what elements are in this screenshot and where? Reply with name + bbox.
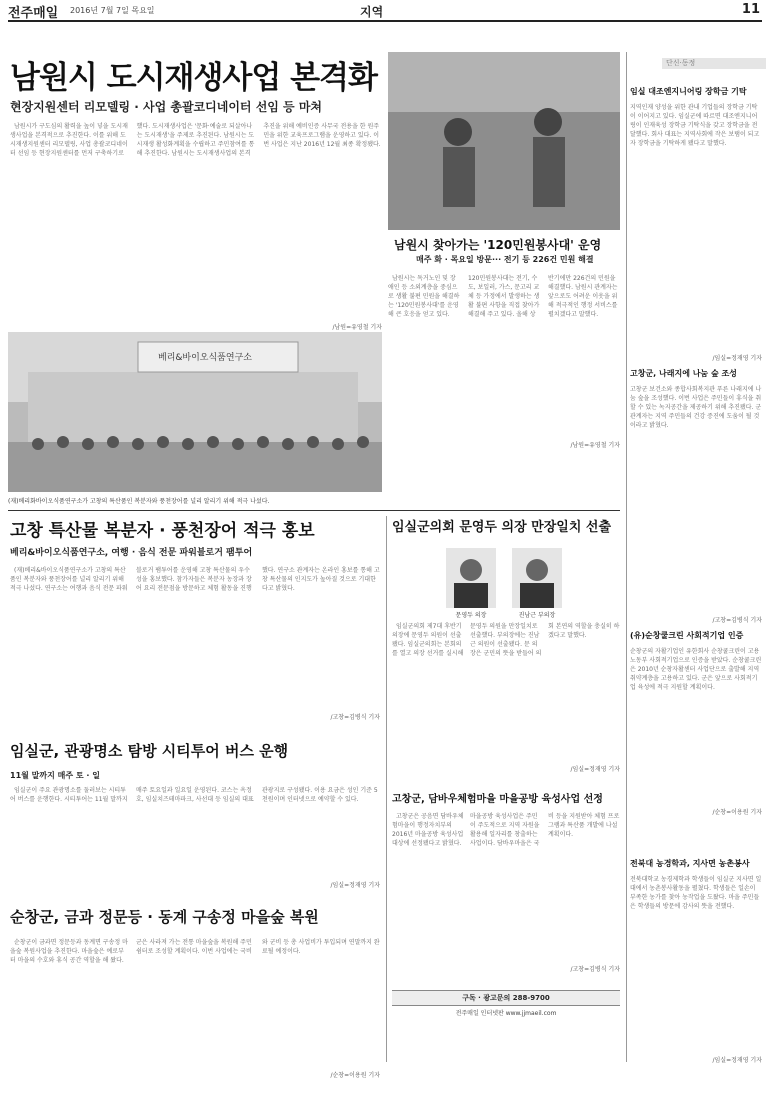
section-rule [8, 510, 620, 511]
sidebar-item [630, 630, 762, 816]
sidebar-item-title: 전북대 농경학과, 지사면 농촌봉사 [630, 859, 750, 868]
vice-chairman-portrait [512, 548, 562, 608]
service-subhead: 매주 화 · 목요일 방문··· 전기 등 226건 민원 해결 [416, 255, 594, 264]
service-body-text: 남원시는 독거노인 및 장애인 등 소외계층을 중심으로 생활 불편 민원을 해결하는 '120민원봉사대'를 운영해 큰 호응을 얻고 있다. 120민원봉사대는 전기, 수도, 보일러, 가스, 문고리 교체 등 가정에서 발생하는 생활 불편 사항을 직접 찾아가 해결해 주고 있다. 올해 상반기에만 226건의 민원을 해결했다. 남원시 관계자는 앞으로도 어려운 이웃을 위해 적극적인 행정 서비스를 펼치겠다고 말했다. [388, 275, 618, 318]
main-body [10, 122, 382, 322]
sidebar-item [630, 86, 762, 362]
sidebar-item-byline: /임실=정재영 기자 [712, 355, 762, 362]
sidebar-tag: 단신·동정 [662, 58, 766, 69]
gochang2-headline: 고창군, 담바우체험마을 마을공방 육성사업 선정 [392, 794, 603, 805]
chairman-caption: 문영두 의장 [455, 612, 487, 619]
site-url: 전주매일 인터넷판 www.jjmaeil.com [455, 1010, 557, 1017]
paper-name: 전주매일 [8, 6, 59, 21]
page-number: 11 [741, 2, 760, 17]
vice-chairman-caption: 진남근 부의장 [518, 612, 556, 619]
sidebar-item-byline: /순창=이용원 기자 [712, 809, 762, 816]
sidebar-item-body: 전북대학교 농경제학과 학생들이 임실군 지사면 일대에서 농촌봉사활동을 펼쳤다. 학생들은 일손이 부족한 농가를 찾아 농작업을 도왔다. 마을 주민들은 학생들의 방문에 감사의 뜻을 전했다. [630, 876, 762, 910]
sidebar-item-body: 고창군 보건소와 종합사회복지관 푸른 나래지에 나눔 숲을 조성했다. 이번 사업은 주민들이 휴식을 취할 수 있는 녹지공간을 제공하기 위해 추진됐다. 군 관계자는 지역 주민들의 건강 증진에 도움이 될 것이라고 밝혔다. [630, 386, 762, 429]
service-body [388, 274, 620, 440]
photo-sign-text: 베리&바이오식품연구소 [158, 353, 252, 363]
masthead-bar [8, 0, 762, 22]
gochang-body [10, 566, 380, 712]
service-team-image [388, 52, 620, 230]
citytour-body-text: 임실군이 주요 관광명소를 둘러보는 시티투어 버스를 운행한다. 시티투어는 11월 말까지 매주 토요일과 일요일 운영된다. 코스는 옥정호, 임실치즈테마파크, 사선대 등 임실의 대표 관광지로 구성됐다. 이용 요금은 성인 기준 5천원이며 인터넷으로 예약할 수 있다. [10, 787, 378, 803]
subscription-ad: 구독 · 광고문의 288-9700 [392, 990, 620, 1006]
issue-date: 2016년 7월 7일 목요일 [70, 6, 155, 15]
citytour-byline: /임실=정재영 기자 [330, 882, 380, 889]
sidebar-item-title: (유)순창쿨크린 사회적기업 인증 [630, 631, 744, 640]
section-name: 지역 [360, 5, 384, 19]
citytour-headline: 임실군, 관광명소 탐방 시티투어 버스 운행 [10, 742, 289, 760]
service-headline: 남원시 찾아가는 '120민원봉사대' 운영 [394, 238, 602, 252]
sidebar-item-title: 임실 대조엔지니어링 장학금 기탁 [630, 87, 747, 96]
column-divider [386, 516, 387, 1062]
sunchang-byline: /순창=이용원 기자 [330, 1072, 380, 1079]
sidebar-item [630, 858, 762, 1064]
research-center-group-photo [8, 332, 382, 492]
main-byline: /남원=유영철 기자 [332, 324, 382, 331]
citytour-body [10, 786, 380, 886]
citytour-subhead: 11월 말까지 매주 토 · 일 [10, 771, 100, 780]
main-subhead: 현장지원센터 리모델링 · 사업 총괄코디네이터 선임 등 마쳐 [10, 100, 323, 114]
gochang-body-text: (재)베리&바이오식품연구소가 고창의 특산품인 복분자와 풍천장어를 널리 알리기 위해 적극 나섰다. 연구소는 여행과 음식 전문 파워블로거 팸투어를 운영해 고창 특산물의 우수성을 홍보했다. 참가자들은 복분자 농장과 장어 요리 전문점을 방문하고 체험 활동을 진행했다. 연구소 관계자는 온라인 홍보를 통해 고창 특산물의 인지도가 높아질 것으로 기대한다고 밝혔다. [10, 567, 380, 592]
sunchang-headline: 순창군, 금과 정문등 · 동계 구송정 마을숲 복원 [10, 908, 319, 926]
service-team-photo [388, 52, 620, 230]
sidebar-item-title: 고창군, 나래지에 나눔 숲 조성 [630, 369, 737, 378]
sidebar-item-body: 순창군의 자활기업인 유한회사 순창쿨크린이 고용노동부 사회적기업으로 인증을 받았다. 순창쿨크린은 2010년 순창자활센터 사업단으로 출발해 지역 취약계층을 고용하고 있다. 군은 앞으로 사회적기업 육성에 적극 지원할 계획이다. [630, 648, 762, 691]
gochang2-body [392, 812, 620, 962]
main-headline: 남원시 도시재생사업 본격화 [10, 60, 377, 96]
gochang2-body-text: 고창군은 공음면 담바우체험마을이 행정자치부의 2016년 마을공방 육성사업 대상에 선정됐다고 밝혔다. 마을공방 육성사업은 주민이 주도적으로 지역 자원을 활용해 일자리를 창출하는 사업이다. 담바우마을은 국비 등을 지원받아 체험 프로그램과 특산품 개발에 나설 계획이다. [392, 813, 620, 847]
sidebar-item-byline: /임실=정재영 기자 [712, 1057, 762, 1064]
gochang-subhead: 베리&바이오식품연구소, 여행 · 음식 전문 파워블로거 팸투어 [10, 548, 253, 558]
sidebar-item-byline: /고창=김병식 기자 [712, 617, 762, 624]
chairman-portrait-image [446, 548, 496, 608]
council-body-text: 임실군의회 제7대 후반기 의장에 문영두 의원이 선출됐다. 임실군의회는 본회의를 열고 의장 선거를 실시해 문영두 의원을 만장일치로 선출했다. 부의장에는 진남근 의원이 선출됐다. 문 의장은 군민의 뜻을 받들어 의회 본연의 역할을 충실히 하겠다고 말했다. [392, 623, 620, 657]
sunchang-body [10, 938, 380, 1068]
gochang2-byline: /고창=김병식 기자 [570, 966, 620, 973]
vice-chairman-portrait-image [512, 548, 562, 608]
column-divider [626, 52, 627, 1062]
main-photo-caption: (재)베리화바이오식품연구소가 고창의 특산품인 복분자와 풍천장어를 널리 알리기 위해 적극 나섰다. [8, 498, 270, 505]
service-byline: /남원=유영철 기자 [570, 442, 620, 449]
gochang-headline: 고창 특산물 복분자 · 풍천장어 적극 홍보 [10, 521, 315, 541]
sidebar-item-body: 지역인재 양성을 위한 관내 기업들의 장학금 기탁이 이어지고 있다. 임실군에 따르면 대조엔지니어링이 인재육성 장학금 기탁식을 갖고 장학금을 전달했다. 회사 대표는 지역사회에 작은 보탬이 되고자 장학금을 기탁하게 됐다고 말했다. [630, 104, 760, 147]
gochang-byline: /고창=김병식 기자 [330, 714, 380, 721]
chairman-portrait [446, 548, 496, 608]
main-body-text: 남원시가 구도심의 활력을 높이 넣을 도시재생사업을 본격적으로 추진한다. 이를 위해 도시재생지원센터 리모델링, 사업 총괄코디네이터 선임 등 현장지원센터를 먼저 구축하기로 했다. 도시재생사업은 '문화·예술로 되살아나는 도시재생'을 주제로 추진된다. 남원시는 도시재생 활성화계획을 수립하고 주민참여를 통해 추진한다. 남원시는 도시재생사업의 본격 추진을 위해 예비인증 사무국 전용을 한 원주민을 위한 교육프로그램을 운영하고 있다. 이번 사업은 지난 2016년 12월 최종 확정됐다. [10, 123, 381, 157]
sidebar-item [630, 368, 762, 624]
council-body [392, 622, 620, 760]
sunchang-body-text: 순창군이 금과면 정문등과 동계면 구송정 마을숲 복원사업을 추진한다. 마을숲은 예로부터 마을의 수호와 휴식 공간 역할을 해 왔다. 군은 사라져 가는 전통 마을숲을 복원해 주민 쉼터로 조성할 계획이다. 이번 사업에는 국비와 군비 등 총 사업비가 투입되며 연말까지 완료될 예정이다. [10, 939, 380, 964]
council-headline: 임실군의회 문영두 의장 만장일치 선출 [392, 520, 612, 535]
council-byline: /임실=정재영 기자 [570, 766, 620, 773]
